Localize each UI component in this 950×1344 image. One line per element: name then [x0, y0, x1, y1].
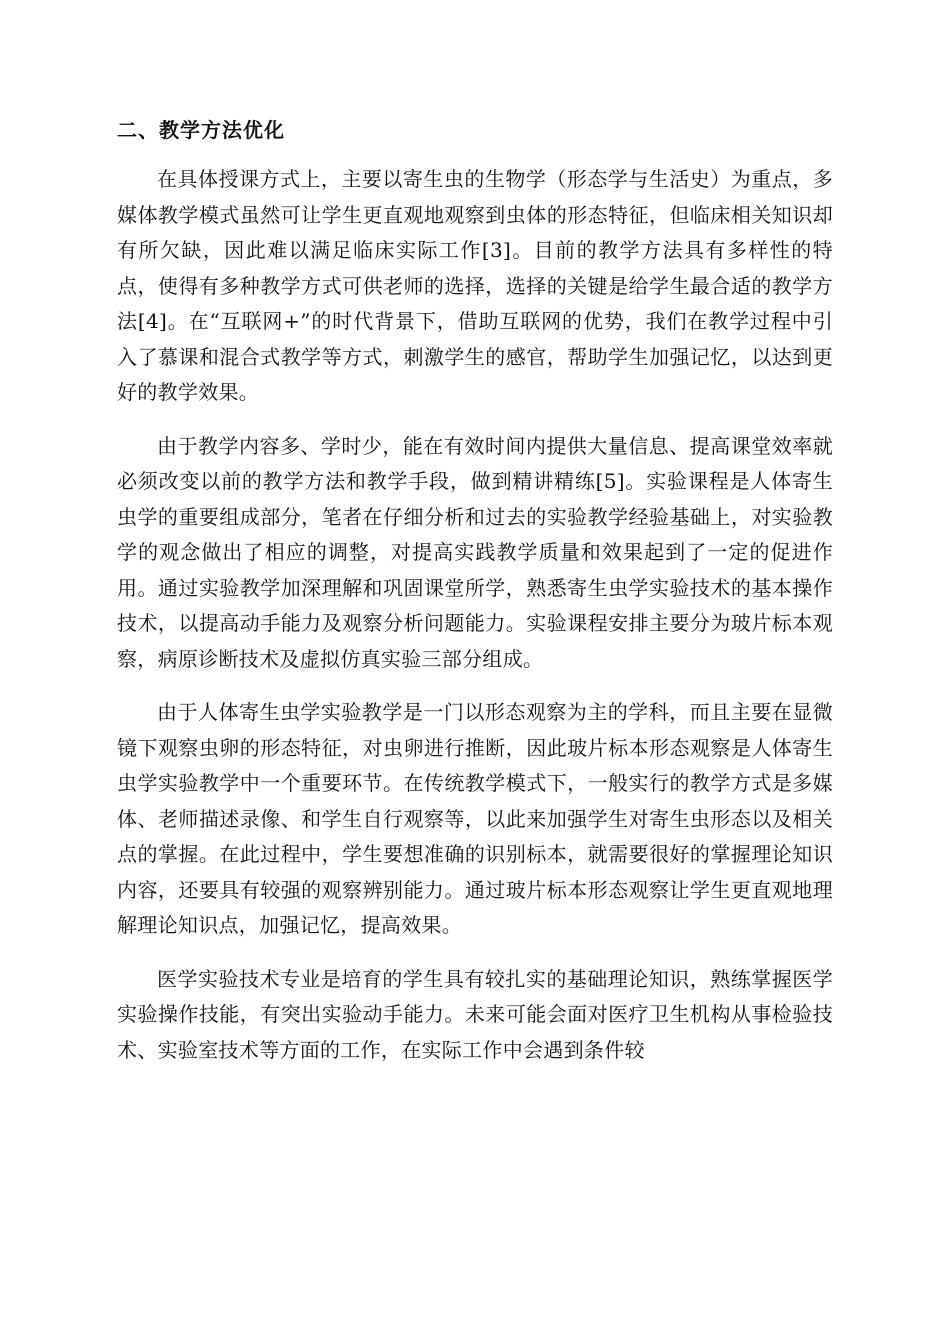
paragraph-1: 在具体授课方式上，主要以寄生虫的生物学（形态学与生活史）为重点，多媒体教学模式虽然可让学生更直观地观察到虫体的形态特征，但临床相关知识却有所欠缺，因此难以满足临床实际工作[3]。目前的教学方法具有多样性的特点，使得有多种教学方式可供老师的选择，选择的关键是给学生最合适的教学方法[4]。在“互联网+”的时代背景下，借助互联网的优势，我们在教学过程中引入了慕课和混合式教学等方式，刺激学生的感官，帮助学生加强记忆，以达到更好的教学效果。: [117, 167, 833, 404]
paragraph-4: 医学实验技术专业是培育的学生具有较扎实的基础理论知识，熟练掌握医学实验操作技能，有突出实验动手能力。未来可能会面对医疗卫生机构从事检验技术、实验室技术等方面的工作，在实际工作中会遇到条件较: [117, 966, 833, 1062]
paragraph-3: 由于人体寄生虫学实验教学是一门以形态观察为主的学科，而且主要在显微镜下观察虫卵的形态特征，对虫卵进行推断，因此玻片标本形态观察是人体寄生虫学实验教学中一个重要环节。在传统教学模式下，一般实行的教学方式是多媒体、老师描述录像、和学生自行观察等，以此来加强学生对寄生虫形态以及相关点的掌握。在此过程中，学生要想准确的识别标本，就需要很好的掌握理论知识内容，还要具有较强的观察辨别能力。通过玻片标本形态观察让学生更直观地理解理论知识点，加强记忆，提高效果。: [117, 700, 833, 937]
paragraph-2: 由于教学内容多、学时少，能在有效时间内提供大量信息、提高课堂效率就必须改变以前的教学方法和教学手段，做到精讲精练[5]。实验课程是人体寄生虫学的重要组成部分，笔者在仔细分析和过去的实验教学经验基础上，对实验教学的观念做出了相应的调整，对提高实践教学质量和效果起到了一定的促进作用。通过实验教学加深理解和巩固课堂所学，熟悉寄生虫学实验技术的基本操作技术，以提高动手能力及观察分析问题能力。实验课程安排主要分为玻片标本观察，病原诊断技术及虚拟仿真实验三部分组成。: [117, 433, 833, 671]
section-heading: 二、教学方法优化: [117, 118, 285, 142]
document-page: [117, 112, 833, 1086]
